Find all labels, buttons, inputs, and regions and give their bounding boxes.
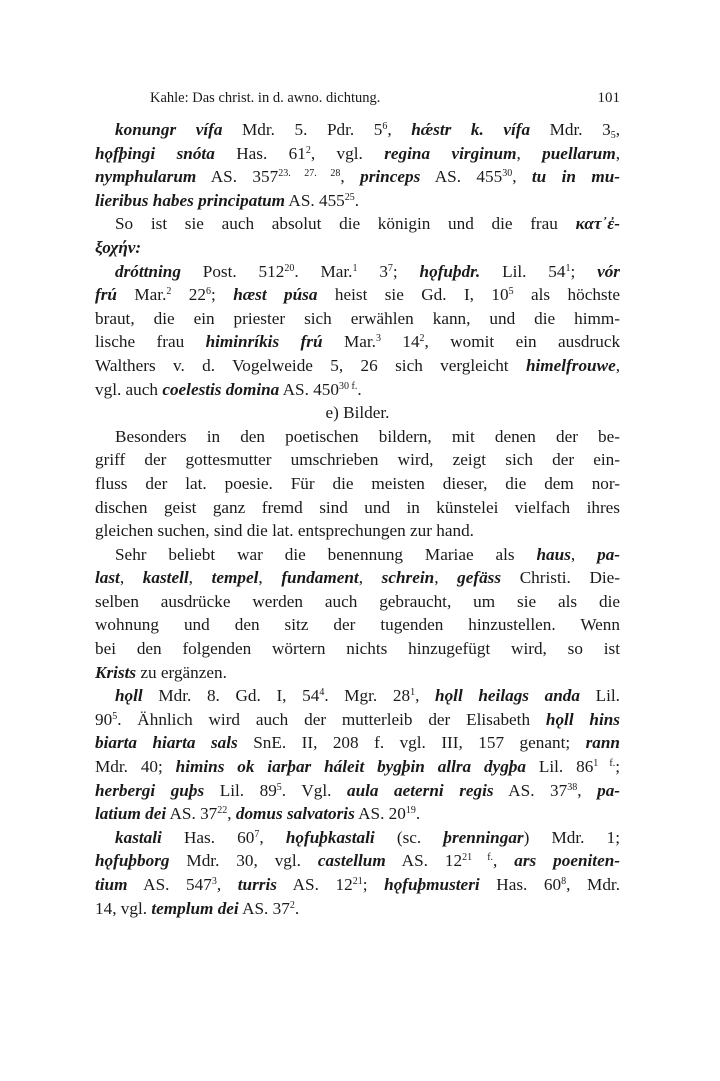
text-fragment: konungr vífa bbox=[115, 120, 223, 139]
text-fragment: 2 bbox=[289, 899, 295, 911]
text-fragment: 14 bbox=[380, 332, 420, 352]
text-fragment: hǫll heilags anda bbox=[435, 686, 580, 706]
text-line bbox=[95, 496, 620, 520]
text-fragment: 21 bbox=[352, 876, 363, 887]
text-fragment: regina virginum bbox=[384, 143, 517, 163]
text-fragment: hǫfþingi snóta bbox=[95, 143, 215, 163]
text-fragment: selben ausdrücke werden auch gebraucht, um sie als die bbox=[95, 591, 620, 611]
text-fragment: 5 bbox=[276, 781, 282, 793]
text-fragment: ; bbox=[362, 875, 385, 894]
text-fragment: himinríkis frú bbox=[205, 332, 323, 352]
text-fragment: latium dei bbox=[95, 804, 167, 824]
text-fragment: Lil. bbox=[579, 686, 620, 706]
text-fragment: , bbox=[259, 827, 286, 847]
text-fragment: AS. 20 bbox=[354, 804, 406, 824]
text-fragment: aula aeterni regis bbox=[346, 780, 494, 800]
text-fragment: hǫfuþmusteri bbox=[384, 875, 480, 894]
text-fragment: . bbox=[294, 898, 300, 918]
text-fragment: Lil. 54 bbox=[480, 261, 566, 281]
text-fragment: , bbox=[615, 120, 620, 139]
text-fragment: Mdr. 40; bbox=[95, 757, 176, 777]
text-fragment: , Mdr. bbox=[566, 875, 620, 894]
text-fragment: haus bbox=[536, 544, 571, 564]
text-fragment: , bbox=[512, 167, 532, 187]
text-line bbox=[95, 755, 620, 779]
text-fragment: Mdr. 5. Pdr. 5 bbox=[222, 120, 383, 139]
text-fragment: Mdr. 8. Gd. I, 54 bbox=[142, 686, 320, 706]
text-fragment: hǽstr k. vífa bbox=[411, 120, 531, 139]
text-fragment: 1 bbox=[565, 262, 571, 274]
text-fragment: , bbox=[493, 851, 515, 871]
text-fragment: Has. 60 bbox=[479, 875, 562, 894]
text-fragment: 19 bbox=[405, 805, 416, 817]
text-fragment: bei den folgenden wörtern nichts hinzugefügt wird, so ist bbox=[95, 639, 620, 659]
text-fragment: κατ᾽ἐ- bbox=[575, 214, 620, 234]
text-line bbox=[95, 779, 620, 803]
text-fragment: 5 bbox=[112, 710, 118, 722]
text-fragment: gleichen suchen, sind die lat. entsprechungen zur hand. bbox=[95, 521, 474, 541]
text-fragment: AS. 547 bbox=[127, 875, 212, 894]
text-fragment: . bbox=[354, 190, 360, 210]
text-fragment: vór bbox=[597, 261, 620, 281]
text-fragment: , bbox=[516, 143, 543, 163]
text-fragment: , womit ein ausdruck bbox=[424, 332, 620, 352]
text-line bbox=[95, 684, 620, 708]
text-fragment: , bbox=[358, 568, 382, 588]
text-fragment: hǫfuþkastali bbox=[285, 827, 375, 847]
text-fragment: 2 bbox=[419, 333, 425, 345]
text-fragment: ; bbox=[392, 261, 420, 281]
text-fragment: 38 bbox=[567, 781, 578, 793]
running-header bbox=[95, 88, 620, 118]
text-fragment: Walthers v. d. Vogelweide 5, 26 sich vergleicht bbox=[95, 355, 526, 375]
text-fragment: 3 bbox=[357, 261, 388, 281]
text-fragment: AS. 455 bbox=[420, 167, 503, 187]
text-line bbox=[95, 330, 620, 354]
text-fragment: domus salvatoris bbox=[235, 804, 355, 824]
text-fragment: AS. 37 bbox=[166, 804, 218, 824]
text-fragment: lische frau bbox=[95, 332, 206, 352]
text-line bbox=[95, 425, 620, 449]
text-line bbox=[95, 472, 620, 496]
text-line bbox=[95, 897, 620, 921]
text-fragment: 3 bbox=[375, 333, 381, 345]
text-fragment: 7 bbox=[387, 262, 393, 274]
text-fragment: 2 bbox=[305, 144, 311, 156]
text-fragment: dischen geist ganz fremd sind und in künstelei vielfach ihres bbox=[95, 497, 620, 517]
text-fragment: hǫll bbox=[115, 686, 143, 706]
text-fragment: tu in mu- bbox=[531, 167, 620, 187]
text-line bbox=[95, 731, 620, 755]
text-fragment: zu ergänzen. bbox=[136, 662, 227, 682]
text-fragment: , bbox=[570, 544, 598, 564]
text-fragment: , vgl. bbox=[310, 143, 385, 163]
text-fragment: Mdr. 3 bbox=[530, 120, 611, 139]
text-fragment: als höchste bbox=[513, 285, 620, 305]
text-fragment: himelfrouwe bbox=[525, 355, 616, 375]
text-line bbox=[95, 613, 620, 637]
text-fragment: herbergi guþs bbox=[95, 780, 205, 800]
text-fragment: 5 bbox=[508, 286, 514, 298]
text-fragment: Mdr. 30, vgl. bbox=[169, 851, 318, 871]
text-line bbox=[95, 165, 620, 189]
book-page bbox=[95, 88, 620, 920]
section-heading: e) Bilder. bbox=[325, 403, 390, 423]
text-line bbox=[95, 212, 620, 236]
text-fragment: frú bbox=[95, 285, 117, 305]
text-line bbox=[95, 307, 620, 331]
text-fragment: 6 bbox=[382, 121, 388, 132]
text-fragment: fundament bbox=[281, 568, 359, 588]
text-fragment: ; bbox=[615, 757, 620, 777]
text-line bbox=[95, 802, 620, 826]
text-fragment: vgl. auch bbox=[95, 379, 163, 399]
text-fragment: , bbox=[434, 568, 458, 588]
text-fragment: 7 bbox=[254, 828, 260, 840]
text-fragment: schrein bbox=[381, 568, 435, 588]
text-fragment: , bbox=[119, 568, 143, 588]
text-fragment: biarta hiarta sals bbox=[95, 733, 238, 753]
text-fragment: 21 f. bbox=[462, 852, 494, 864]
text-fragment: braut, die ein priester sich erwählen kann, und die himm- bbox=[95, 308, 620, 328]
text-line bbox=[95, 519, 620, 543]
text-fragment: 23. 27. 28 bbox=[278, 168, 341, 180]
text-fragment: ; bbox=[570, 261, 598, 281]
text-fragment: 5 bbox=[610, 130, 616, 141]
text-fragment: tempel bbox=[211, 568, 259, 588]
text-line bbox=[95, 142, 620, 166]
text-fragment: 1 bbox=[352, 262, 358, 274]
text-fragment: So ist sie auch absolut die königin und die frau bbox=[115, 214, 576, 234]
text-fragment: . Mar. bbox=[294, 261, 353, 281]
text-fragment: kastali bbox=[115, 827, 162, 847]
text-fragment: 2 bbox=[166, 286, 172, 298]
text-fragment: turris bbox=[237, 875, 277, 894]
text-fragment: hǫfuþdr. bbox=[419, 261, 481, 281]
text-fragment: pa- bbox=[597, 780, 620, 800]
text-fragment: heist sie Gd. I, 10 bbox=[317, 285, 509, 305]
text-fragment: 3 bbox=[211, 876, 217, 887]
text-fragment: 1 bbox=[410, 687, 416, 699]
text-line bbox=[95, 543, 620, 567]
text-fragment: , bbox=[577, 780, 598, 800]
text-fragment: AS. 12 bbox=[276, 875, 353, 894]
text-fragment: hǫll hins bbox=[545, 709, 620, 729]
text-line bbox=[95, 260, 620, 284]
text-fragment: . Mgr. 28 bbox=[324, 686, 411, 706]
text-line bbox=[95, 378, 620, 402]
text-fragment: ) Mdr. 1; bbox=[523, 827, 620, 847]
text-line bbox=[95, 236, 620, 260]
text-fragment: , bbox=[615, 143, 620, 163]
text-fragment: himins ok iarþar háleit bygþin allra dygþa bbox=[175, 757, 527, 777]
text-fragment: . bbox=[357, 379, 362, 399]
text-fragment: hǫfuþborg bbox=[95, 851, 170, 871]
text-fragment: Lil. 89 bbox=[204, 780, 277, 800]
text-fragment: ξοχήν: bbox=[95, 237, 142, 257]
text-fragment: . Vgl. bbox=[281, 780, 347, 800]
text-fragment: puellarum bbox=[542, 143, 616, 163]
text-fragment: pa- bbox=[597, 544, 620, 564]
text-line bbox=[95, 873, 620, 897]
text-fragment: hæst púsa bbox=[233, 285, 318, 305]
text-line bbox=[95, 448, 620, 472]
text-fragment: kastell bbox=[142, 568, 189, 588]
text-fragment: nymphularum bbox=[95, 167, 197, 187]
text-fragment: Mar. bbox=[116, 285, 167, 305]
text-fragment: . bbox=[415, 804, 421, 824]
text-fragment: (sc. bbox=[374, 827, 444, 847]
text-fragment: lieribus habes principatum bbox=[95, 190, 286, 210]
text-line bbox=[95, 283, 620, 307]
text-fragment: last bbox=[95, 568, 120, 588]
text-line bbox=[95, 189, 620, 213]
text-fragment: , bbox=[615, 355, 620, 375]
text-fragment: Besonders in den poetischen bildern, mit denen der be- bbox=[115, 426, 620, 446]
text-fragment: 20 bbox=[284, 262, 295, 274]
text-fragment: griff der gottesmutter umschrieben wird, zeigt sich der ein- bbox=[95, 450, 620, 470]
text-fragment: 30 bbox=[502, 168, 513, 180]
text-fragment: , bbox=[216, 875, 238, 894]
text-fragment: Has. 61 bbox=[214, 143, 306, 163]
text-line bbox=[95, 590, 620, 614]
text-fragment: tium bbox=[95, 875, 128, 894]
running-title: Kahle: Das christ. in d. awno. dichtung. bbox=[150, 90, 381, 106]
text-fragment: wohnung und den sitz der tugenden hinzustellen. Wenn bbox=[95, 615, 620, 635]
text-fragment: Lil. 86 bbox=[526, 757, 594, 777]
text-fragment: ; bbox=[211, 285, 234, 305]
text-fragment: 8 bbox=[561, 876, 567, 887]
text-fragment: 22 bbox=[171, 285, 206, 305]
text-fragment: 90 bbox=[95, 709, 113, 729]
text-fragment: Post. 512 bbox=[180, 261, 285, 281]
text-line bbox=[95, 849, 620, 873]
text-line bbox=[95, 661, 620, 685]
text-fragment: templum dei bbox=[151, 898, 239, 918]
text-line bbox=[95, 708, 620, 732]
text-fragment: AS. 37 bbox=[238, 898, 290, 918]
text-fragment: AS. 12 bbox=[385, 851, 463, 871]
text-fragment: , bbox=[188, 568, 212, 588]
text-fragment: þrenningar bbox=[443, 827, 524, 847]
text-fragment: coelestis domina bbox=[162, 379, 280, 399]
text-fragment: , bbox=[387, 120, 412, 139]
text-fragment: Krists bbox=[95, 662, 137, 682]
text-fragment: AS. 37 bbox=[493, 780, 568, 800]
text-fragment: SnE. II, 208 f. vgl. III, 157 genant; bbox=[237, 733, 586, 753]
text-fragment: Sehr beliebt war die benennung Mariae als bbox=[115, 544, 537, 564]
text-fragment: , bbox=[415, 686, 436, 706]
text-fragment: , bbox=[227, 804, 236, 824]
text-line bbox=[95, 637, 620, 661]
text-fragment: 14, vgl. bbox=[95, 898, 152, 918]
text-fragment: ars poeniten- bbox=[514, 851, 620, 871]
text-fragment: princeps bbox=[360, 167, 421, 187]
text-fragment: gefäss bbox=[457, 568, 502, 588]
text-fragment: dróttning bbox=[115, 261, 181, 281]
text-fragment: 22 bbox=[217, 805, 228, 817]
text-fragment: 4 bbox=[319, 687, 325, 699]
text-fragment: 1 f. bbox=[593, 758, 616, 770]
text-line bbox=[95, 354, 620, 378]
text-fragment: Has. 60 bbox=[161, 827, 255, 847]
text-fragment: AS. 450 bbox=[279, 379, 339, 399]
text-line bbox=[95, 826, 620, 850]
text-fragment: rann bbox=[585, 733, 620, 753]
page-number: 101 bbox=[597, 90, 620, 106]
text-fragment: castellum bbox=[317, 851, 386, 871]
text-fragment: 30 f. bbox=[338, 380, 358, 392]
text-fragment: fluss der lat. poesie. Für die meisten dieser, die dem nor- bbox=[95, 473, 620, 493]
text-fragment: AS. 357 bbox=[196, 167, 279, 187]
text-fragment: , bbox=[258, 568, 282, 588]
text-line bbox=[95, 118, 620, 142]
text-fragment: Mar. bbox=[322, 332, 376, 352]
text-line bbox=[95, 566, 620, 590]
text-fragment: AS. 455 bbox=[285, 190, 345, 210]
text-fragment: . Ähnlich wird auch der mutterleib der Elisabeth bbox=[117, 709, 546, 729]
text-fragment: Christi. Die- bbox=[501, 568, 620, 588]
text-fragment: , bbox=[340, 167, 361, 187]
text-fragment: 6 bbox=[206, 286, 211, 298]
text-fragment: 25 bbox=[344, 191, 355, 203]
